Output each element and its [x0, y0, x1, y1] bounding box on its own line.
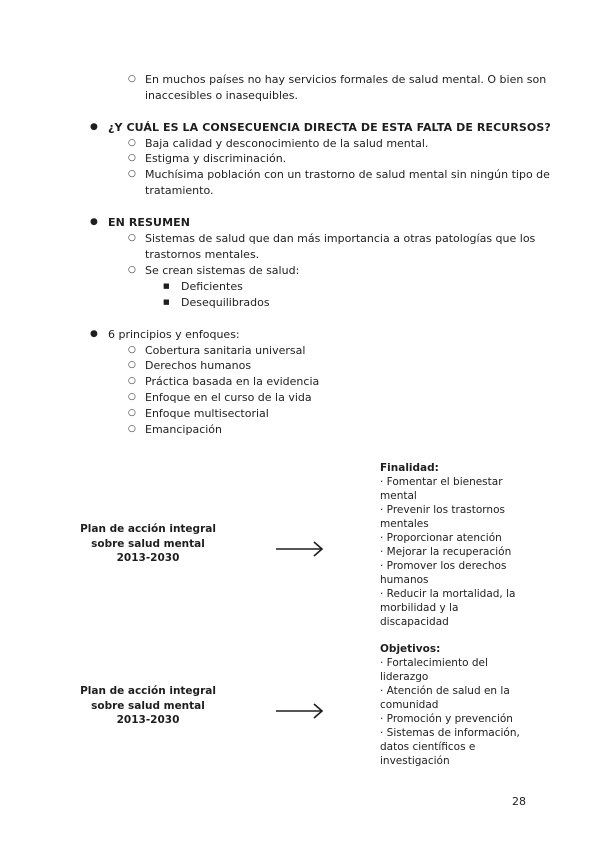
consecuencia-item-cont: tratamiento. — [145, 184, 214, 197]
principio-item: Enfoque multisectorial — [145, 407, 269, 420]
plan-title — [73, 522, 223, 566]
plan-title-line: 2013-2030 — [116, 714, 180, 726]
objetivos-line: · Atención de salud en la — [380, 685, 510, 697]
disc-bullet-icon: ● — [90, 329, 98, 339]
objetivos-line: investigación — [380, 755, 450, 767]
finalidad-line: · Fomentar el bienestar — [380, 476, 503, 488]
circle-bullet-icon: ○ — [128, 153, 136, 163]
resumen-subitem: Desequilibrados — [181, 296, 270, 309]
finalidad-title: Finalidad: — [380, 462, 439, 474]
finalidad-line: morbilidad y la — [380, 602, 459, 614]
finalidad-line: · Mejorar la recuperación — [380, 546, 512, 558]
square-bullet-icon: ■ — [163, 282, 170, 290]
principio-item: Derechos humanos — [145, 359, 252, 372]
resumen-item: Se crean sistemas de salud: — [145, 264, 300, 277]
disc-bullet-icon: ● — [90, 217, 98, 227]
finalidad-line: mental — [380, 490, 417, 502]
objetivos-line: · Fortalecimiento del — [380, 657, 488, 669]
objetivos-line: datos científicos e — [380, 741, 476, 753]
page-number: 28 — [512, 795, 526, 808]
principio-item: Cobertura sanitaria universal — [145, 344, 306, 357]
plan-title-line: Plan de acción integral — [80, 685, 216, 697]
resumen-item-cont: trastornos mentales. — [145, 248, 260, 261]
circle-bullet-icon: ○ — [128, 360, 136, 370]
circle-bullet-icon: ○ — [128, 376, 136, 386]
intro-item-line2: inaccesibles o inasequibles. — [145, 89, 298, 102]
objetivos-line: liderazgo — [380, 671, 429, 683]
circle-bullet-icon: ○ — [128, 345, 136, 355]
consecuencia-heading: ¿Y CUÁL ES LA CONSECUENCIA DIRECTA DE ESTA FALTA DE RECURSOS? — [108, 121, 551, 134]
finalidad-line: · Proporcionar atención — [380, 532, 502, 544]
circle-bullet-icon: ○ — [128, 424, 136, 434]
finalidad-box — [380, 461, 530, 629]
objetivos-title: Objetivos: — [380, 643, 441, 655]
objetivos-line: · Sistemas de información, — [380, 727, 520, 739]
resumen-subitem: Deficientes — [181, 280, 243, 293]
plan-title-line: 2013-2030 — [116, 552, 180, 564]
circle-bullet-icon: ○ — [128, 169, 136, 179]
plan-title-line: sobre salud mental — [91, 537, 205, 550]
resumen-item: Sistemas de salud que dan más importancia a otras patologías que los — [145, 232, 536, 245]
circle-bullet-icon: ○ — [128, 138, 136, 148]
finalidad-line: discapacidad — [380, 616, 449, 628]
finalidad-line: humanos — [380, 574, 429, 586]
consecuencia-item: Muchísima población con un trastorno de salud mental sin ningún tipo de — [145, 168, 550, 181]
square-bullet-icon: ■ — [163, 298, 170, 306]
principio-item: Emancipación — [145, 423, 223, 436]
objetivos-box — [380, 642, 530, 768]
circle-bullet-icon: ○ — [128, 408, 136, 418]
intro-item-line1: En muchos países no hay servicios formales de salud mental. O bien son — [145, 73, 547, 86]
principios-heading: 6 principios y enfoques: — [108, 328, 240, 341]
plan-title-line: Plan de acción integral — [80, 523, 216, 535]
circle-bullet-icon: ○ — [128, 392, 136, 402]
consecuencia-item: Baja calidad y desconocimiento de la salud mental. — [145, 137, 429, 150]
circle-bullet-icon: ○ — [128, 233, 136, 243]
principio-item: Enfoque en el curso de la vida — [145, 391, 312, 404]
circle-bullet-icon: ○ — [128, 265, 136, 275]
resumen-heading: EN RESUMEN — [108, 216, 191, 229]
disc-bullet-icon: ● — [90, 122, 98, 132]
circle-bullet-icon: ○ — [128, 74, 136, 84]
objetivos-line: comunidad — [380, 699, 439, 711]
finalidad-line: · Prevenir los trastornos — [380, 504, 505, 516]
finalidad-line: · Promover los derechos — [380, 560, 507, 572]
consecuencia-item: Estigma y discriminación. — [145, 152, 287, 165]
objetivos-line: · Promoción y prevención — [380, 713, 513, 725]
finalidad-line: mentales — [380, 518, 429, 530]
plan-title-line: sobre salud mental — [91, 699, 205, 712]
finalidad-line: · Reducir la mortalidad, la — [380, 588, 516, 600]
plan-title — [73, 684, 223, 728]
principio-item: Práctica basada en la evidencia — [145, 375, 320, 388]
right-arrow-icon — [274, 702, 326, 720]
right-arrow-icon — [274, 540, 326, 558]
